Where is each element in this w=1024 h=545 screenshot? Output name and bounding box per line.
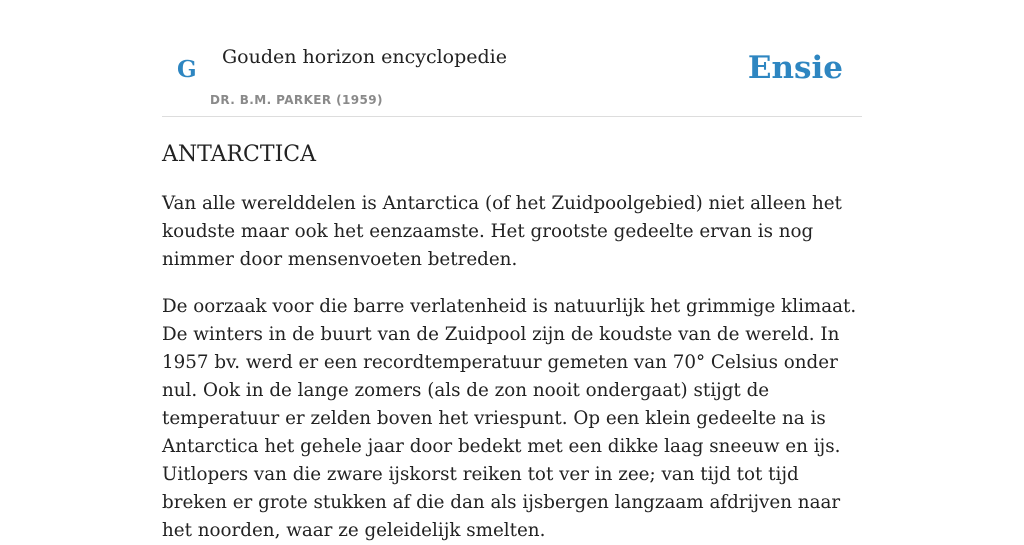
ensie-brand-logo[interactable]: Ensie bbox=[747, 50, 843, 86]
article-title: ANTARCTICA bbox=[162, 142, 316, 167]
book-logo-icon[interactable]: G bbox=[177, 56, 197, 83]
book-author: DR. B.M. PARKER (1959) bbox=[210, 93, 383, 107]
article-paragraph: Van alle werelddelen is Antarctica (of het Zuidpoolgebied) niet alleen het koudste maar ook het eenzaamste. Het grootste gedeelte ervan is nog nimmer door mensenvoeten betreden. bbox=[162, 193, 842, 270]
page-header bbox=[162, 0, 862, 117]
article-paragraph: De oorzaak voor die barre verlatenheid is natuurlijk het grimmige klimaat. De winters in de buurt van de Zuidpool zijn de koudste van de wereld. In 1957 bv. werd er een recordtemperatuur gemeten van 70° Celsius onder nul. Ook in de lange zomers (als de zon nooit ondergaat) stijgt de temperatuur er zelden boven het vriespunt. Op een klein gedeelte na is Antarctica het gehele jaar door bedekt met een dikke laag sneeuw en ijs. Uitlopers van die zware ijskorst reiken tot ver in zee; van tijd tot tijd breken er grote stukken af die dan als ijsbergen langzaam afdrijven naar het noorden, waar ze geleidelijk smelten. bbox=[162, 296, 857, 541]
article bbox=[162, 140, 862, 545]
book-title[interactable]: Gouden horizon encyclopedie bbox=[222, 46, 507, 68]
